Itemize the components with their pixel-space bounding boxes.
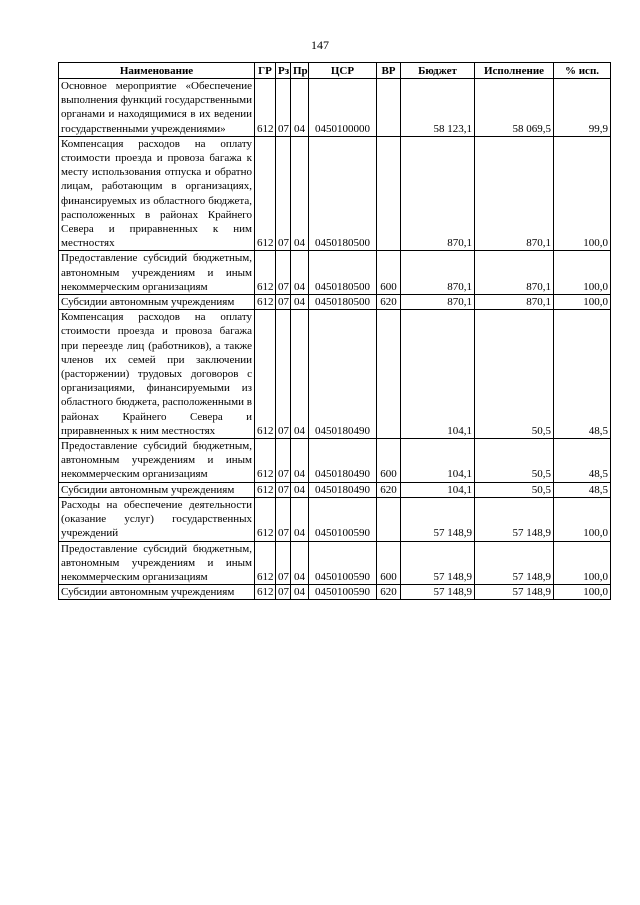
row-csr: 0450180500 (309, 136, 377, 251)
row-rz: 07 (276, 439, 291, 483)
row-gr: 612 (255, 482, 276, 497)
table-row (59, 251, 611, 295)
row-gr: 612 (255, 585, 276, 600)
row-pr: 04 (291, 251, 309, 295)
header-name: Наименование (59, 63, 255, 79)
table-row (59, 310, 611, 439)
row-rz: 07 (276, 482, 291, 497)
row-csr: 0450100000 (309, 79, 377, 137)
table-row (59, 541, 611, 585)
row-gr: 612 (255, 439, 276, 483)
row-rz: 07 (276, 79, 291, 137)
row-name: Предоставление субсидий бюджетным, автономным учреждениям и иным некоммерческим организациям (59, 541, 255, 585)
row-percent: 100,0 (554, 251, 611, 295)
table-row (59, 136, 611, 251)
row-execution: 57 148,9 (475, 541, 554, 585)
row-gr: 612 (255, 541, 276, 585)
row-budget: 870,1 (401, 251, 475, 295)
row-rz: 07 (276, 585, 291, 600)
row-rz: 07 (276, 310, 291, 439)
row-vr: 620 (377, 585, 401, 600)
row-name: Субсидии автономным учреждениям (59, 295, 255, 310)
header-gr: ГР (255, 63, 276, 79)
row-vr: 600 (377, 251, 401, 295)
row-vr (377, 136, 401, 251)
row-vr (377, 79, 401, 137)
row-gr: 612 (255, 310, 276, 439)
row-percent: 100,0 (554, 585, 611, 600)
table-row (59, 439, 611, 483)
row-csr: 0450180490 (309, 482, 377, 497)
table-header-row (59, 63, 611, 79)
row-rz: 07 (276, 136, 291, 251)
row-gr: 612 (255, 251, 276, 295)
row-vr: 620 (377, 482, 401, 497)
row-csr: 0450180490 (309, 310, 377, 439)
row-gr: 612 (255, 79, 276, 137)
row-budget: 104,1 (401, 482, 475, 497)
row-percent: 100,0 (554, 295, 611, 310)
table-row (59, 79, 611, 137)
row-pr: 04 (291, 482, 309, 497)
row-rz: 07 (276, 497, 291, 541)
row-budget: 870,1 (401, 295, 475, 310)
row-name: Расходы на обеспечение деятельности (оказание услуг) государственных учреждений (59, 497, 255, 541)
page-number: 147 (311, 38, 329, 52)
row-execution: 57 148,9 (475, 585, 554, 600)
row-vr: 600 (377, 541, 401, 585)
row-execution: 50,5 (475, 310, 554, 439)
row-budget: 57 148,9 (401, 541, 475, 585)
row-percent: 100,0 (554, 541, 611, 585)
row-execution: 58 069,5 (475, 79, 554, 137)
row-gr: 612 (255, 136, 276, 251)
row-budget: 870,1 (401, 136, 475, 251)
row-pr: 04 (291, 79, 309, 137)
row-pr: 04 (291, 136, 309, 251)
header-pr: Пр (291, 63, 309, 79)
row-percent: 48,5 (554, 439, 611, 483)
row-rz: 07 (276, 541, 291, 585)
row-pr: 04 (291, 541, 309, 585)
row-rz: 07 (276, 251, 291, 295)
row-percent: 99,9 (554, 79, 611, 137)
row-execution: 870,1 (475, 251, 554, 295)
row-name: Субсидии автономным учреждениям (59, 482, 255, 497)
row-pr: 04 (291, 585, 309, 600)
row-percent: 100,0 (554, 136, 611, 251)
row-rz: 07 (276, 295, 291, 310)
row-percent: 48,5 (554, 482, 611, 497)
row-csr: 0450180490 (309, 439, 377, 483)
row-vr: 600 (377, 439, 401, 483)
row-pr: 04 (291, 497, 309, 541)
row-name: Предоставление субсидий бюджетным, автономным учреждениям и иным некоммерческим организациям (59, 251, 255, 295)
row-name: Компенсация расходов на оплату стоимости проезда и провоза багажа при переезде лиц (работников), а также членов их семей при заключении (расторжении) трудовых договоров с организациями, финансируемыми из областного бюджета, расположенными в районах Крайнего Севера и приравненных к ним местностях (59, 310, 255, 439)
row-name: Основное мероприятие «Обеспечение выполнения функций государственными органами и находящимися в их ведении государственными учреждениями» (59, 79, 255, 137)
row-execution: 870,1 (475, 136, 554, 251)
budget-execution-table (58, 62, 611, 600)
row-percent: 100,0 (554, 497, 611, 541)
row-csr: 0450100590 (309, 585, 377, 600)
row-gr: 612 (255, 497, 276, 541)
header-vr: ВР (377, 63, 401, 79)
row-execution: 57 148,9 (475, 497, 554, 541)
table-row (59, 295, 611, 310)
row-vr: 620 (377, 295, 401, 310)
row-budget: 104,1 (401, 439, 475, 483)
row-csr: 0450100590 (309, 497, 377, 541)
row-csr: 0450180500 (309, 251, 377, 295)
header-rz: Рз (276, 63, 291, 79)
row-percent: 48,5 (554, 310, 611, 439)
row-csr: 0450100590 (309, 541, 377, 585)
header-execution: Исполнение (475, 63, 554, 79)
row-pr: 04 (291, 295, 309, 310)
table-row (59, 585, 611, 600)
row-execution: 870,1 (475, 295, 554, 310)
row-vr (377, 497, 401, 541)
table-row (59, 482, 611, 497)
row-budget: 104,1 (401, 310, 475, 439)
row-vr (377, 310, 401, 439)
header-budget: Бюджет (401, 63, 475, 79)
row-name: Предоставление субсидий бюджетным, автономным учреждениям и иным некоммерческим организациям (59, 439, 255, 483)
row-budget: 57 148,9 (401, 585, 475, 600)
header-percent: % исп. (554, 63, 611, 79)
row-execution: 50,5 (475, 482, 554, 497)
table-row (59, 497, 611, 541)
row-budget: 58 123,1 (401, 79, 475, 137)
row-name: Компенсация расходов на оплату стоимости проезда и провоза багажа к месту использования отпуска и обратно лицам, работающим в организациях, финансируемых из областного бюджета, расположенных в районах Крайнего Севера и приравненных к ним местностях (59, 136, 255, 251)
row-name: Субсидии автономным учреждениям (59, 585, 255, 600)
row-gr: 612 (255, 295, 276, 310)
row-pr: 04 (291, 439, 309, 483)
row-budget: 57 148,9 (401, 497, 475, 541)
row-pr: 04 (291, 310, 309, 439)
row-execution: 50,5 (475, 439, 554, 483)
header-csr: ЦСР (309, 63, 377, 79)
row-csr: 0450180500 (309, 295, 377, 310)
table-body (59, 79, 611, 600)
